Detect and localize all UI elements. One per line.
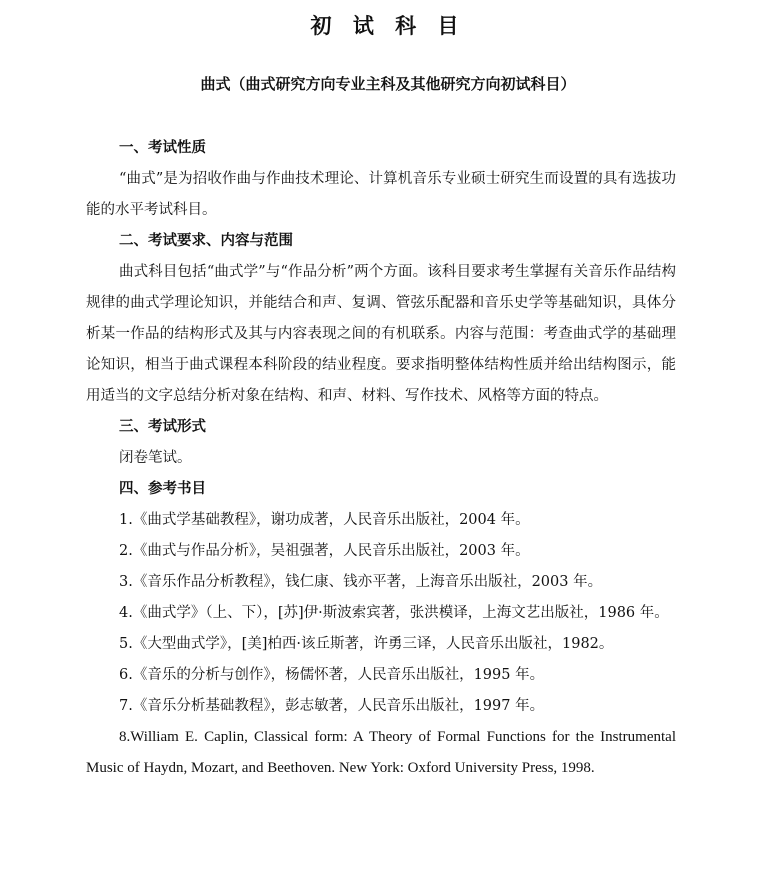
section-paragraph: 曲式科目包括“曲式学”与“作品分析”两个方面。该科目要求考生掌握有关音乐作品结构规律的曲式学理论知识，并能结合和声、复调、管弦乐配器和音乐史学等基础知识，具体分析某一作品的结构形式及其与内容表现之间的有机联系。内容与范围：考查曲式学的基础理论知识，相当于曲式课程本科阶段的结业程度。要求指明整体结构性质并给出结构图示，能用适当的文字总结分析对象在结构、和声、材料、写作技术、风格等方面的特点。: [86, 264, 676, 404]
reference-item: 2.《曲式与作品分析》，吴祖强著，人民音乐出版社，2003 年。: [119, 543, 530, 559]
reference-item: 1.《曲式学基础教程》，谢功成著，人民音乐出版社，2004 年。: [119, 512, 530, 528]
reference-item: 5.《大型曲式学》，[美]柏西·该丘斯著，许勇三译，人民音乐出版社，1982。: [119, 636, 614, 652]
page-title: 初 试 科 目: [310, 14, 466, 38]
section-paragraph: “曲式”是为招收作曲与作曲技术理论、计算机音乐专业硕士研究生而设置的具有选拔功能的水平考试科目。: [86, 171, 676, 218]
section-heading: 一、考试性质: [119, 140, 206, 156]
reference-item: 7.《音乐分析基础教程》，彭志敏著，人民音乐出版社，1997 年。: [119, 698, 545, 714]
reference-item: 4.《曲式学》（上、下），[苏]伊·斯波索宾著，张洪模译，上海文艺出版社，1986 年。: [119, 605, 669, 621]
section-heading: 四、参考书目: [119, 481, 206, 497]
section-paragraph: 闭卷笔试。: [119, 450, 192, 466]
page-subtitle: 曲式（曲式研究方向专业主科及其他研究方向初试科目）: [200, 75, 576, 93]
document-body: [86, 133, 676, 784]
reference-item: 3.《音乐作品分析教程》，钱仁康、钱亦平著，上海音乐出版社，2003 年。: [119, 574, 603, 590]
section-heading: 三、考试形式: [119, 419, 206, 435]
reference-item: 6.《音乐的分析与创作》，杨儒怀著，人民音乐出版社，1995 年。: [119, 667, 545, 683]
reference-item: 8.William E. Caplin, Classical form: A Theory of Formal Functions for the Instrumental Music of Haydn, Mozart, and Beethoven. New York: Oxford University Press, 1998.: [86, 729, 676, 776]
section-heading: 二、考试要求、内容与范围: [119, 233, 293, 249]
